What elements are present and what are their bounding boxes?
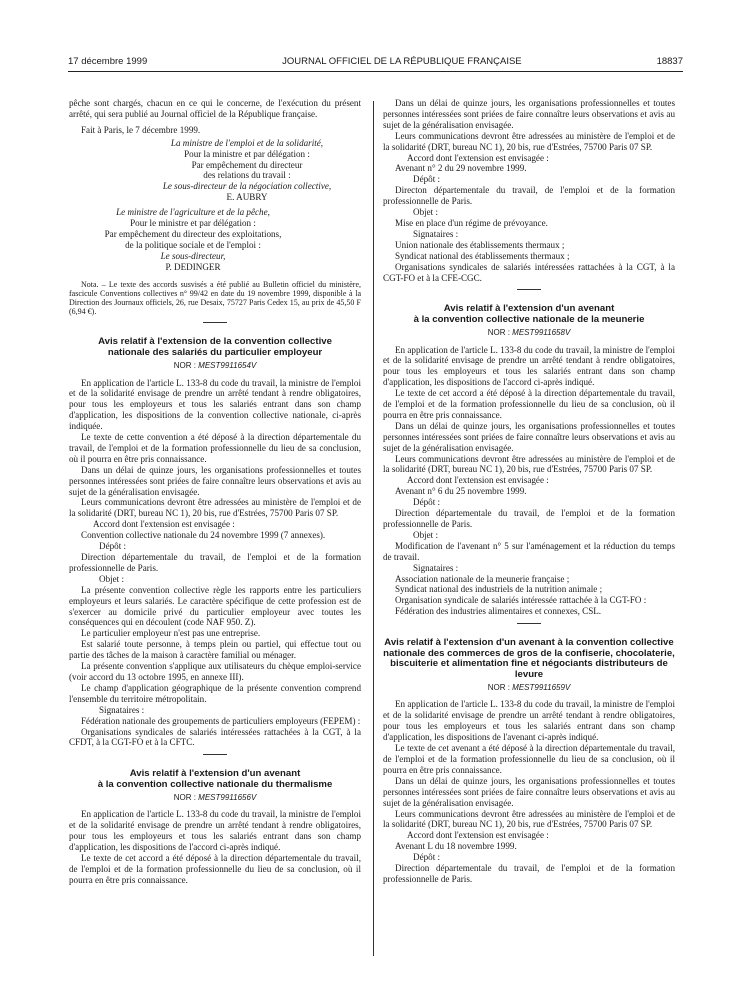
section-divider: [203, 322, 227, 323]
notice-title-confiserie: Avis relatif à l'extension d'un avenant à la convention collective nationale des commerces de gros de la confiserie, chocolaterie, biscuiterie et alimentation fine et négociants distributeurs de levure: [383, 637, 675, 680]
nor-code: MEST9911658V: [512, 327, 571, 337]
section-divider: [517, 623, 541, 624]
nor-code: MEST9911654V: [198, 360, 257, 370]
fait-a-paris: Fait à Paris, le 7 décembre 1999.: [81, 124, 201, 135]
cont-objet-label: Objet :: [413, 207, 439, 218]
right-column: [383, 98, 675, 885]
notice1-depot: Direction départementale du travail, de l'emploi et de la formation professionnelle de Paris.: [69, 552, 361, 573]
sig2-line1: Pour le ministre et par délégation :: [130, 218, 256, 229]
notice2-p1: En application de l'article L. 133-8 du code du travail, la ministre de l'emploi et de la solidarité envisage de prendre un arrêté tendant à rendre obligatoires, pour tous les employeurs et tous les salariés entrant dans son champ d'application, les dispositions de l'accord ci-après indiqué.: [69, 809, 361, 853]
notice4-p4: Leurs communications devront être adressées au ministère de l'emploi et de la solidarité (DRT, bureau NC 1), 20 bis, rue d'Estrées, 75700 Paris 07 SP.: [383, 808, 675, 830]
notice3-title-line2: à la convention collective nationale de la meunerie: [413, 314, 645, 325]
sig1-role: La ministre de l'emploi et de la solidarité,: [170, 137, 324, 148]
notice1-p3: Dans un délai de quinze jours, les organisations professionnelles et toutes personnes intéressées sont priées de faire connaître leurs observations et avis au sujet de la généralisation envisagée.: [69, 464, 361, 497]
notice3-signataire2: Syndicat national des industriels de la nutrition animale ;: [395, 584, 603, 595]
notice1-depot-label: Dépôt :: [99, 541, 127, 552]
notice3-title-line1: Avis relatif à l'extension d'un avenant: [443, 303, 615, 315]
notice4-depot-label: Dépôt :: [413, 852, 441, 863]
section-divider: [517, 289, 541, 290]
header-rule: [68, 71, 683, 72]
section-divider: [203, 754, 227, 755]
nor-reference: NOR : MEST9911656V: [173, 792, 257, 802]
cont-accord-label: Accord dont l'extension est envisagée :: [407, 152, 549, 163]
sig2-title: Le sous-directeur,: [160, 250, 226, 261]
notice1-p4: Leurs communications devront être adressées au ministère de l'emploi et de la solidarité (DRT, bureau NC 1), 20 bis, rue d'Estrées, 75700 Paris 07 SP.: [69, 497, 361, 519]
notice1-signataire2: Organisations syndicales de salariés intéressées rattachées à la CGT, à la CFDT, à la CGT-FO et à la CFTC.: [69, 726, 361, 748]
notice-title-meunerie: [383, 304, 675, 325]
left-column: [69, 98, 361, 886]
cont-objet: Mise en place d'un régime de prévoyance.: [395, 217, 548, 228]
notice1-objet2: Le particulier employeur n'est pas une entreprise.: [81, 628, 261, 639]
sig2-line3: de la politique sociale et de l'emploi :: [125, 239, 261, 250]
cont-depot: Directon départementale du travail, de l'emploi et de la formation professionnelle de Paris.: [383, 185, 675, 207]
notice1-objet1: La présente convention collective règle les rapports entre les particuliers employeurs et leurs salariés. Le caractère spécifique de cette profession est de s'exercer au domicile privé du particulier employeur avec toutes les conséquences qui en découlent (code NAF 950. Z).: [69, 584, 361, 628]
notice-title-particulier-employeur: [69, 337, 361, 358]
notice3-signataires-label: Signataires :: [413, 562, 459, 573]
sig1-title: Le sous-directeur de la négociation collective,: [162, 181, 332, 192]
notice3-objet-label: Objet :: [413, 529, 439, 540]
notice4-accord: Avenant L du 18 novembre 1999.: [395, 841, 517, 852]
notice1-signataires-label: Signataires :: [99, 704, 145, 715]
nor-reference: NOR : MEST9911654V: [173, 360, 257, 370]
notice3-p3: Dans un délai de quinze jours, les organisations professionnelles et toutes personnes intéressées sont priées de faire connaître leurs observations et avis au sujet de la généralisation envisagée.: [383, 420, 675, 453]
notice4-accord-label: Accord dont l'extension est envisagée :: [407, 830, 549, 841]
notice1-title-line1: Avis relatif à l'extension de la convention collective: [98, 336, 332, 348]
notice3-accord-label: Accord dont l'extension est envisagée :: [407, 475, 549, 486]
notice2-title-line1: Avis relatif à l'extension d'un avenant: [129, 768, 301, 780]
notice1-accord: Convention collective nationale du 24 novembre 1999 (7 annexes).: [81, 530, 326, 541]
notice3-accord: Avenant n° 6 du 25 novembre 1999.: [395, 486, 527, 497]
signature-block-emploi: [133, 138, 361, 203]
nota-note: Nota. – Le texte des accords susvisés a été publié au Bulletin officiel du ministère, fascicule Conventions collectives n° 99/42 en date du 19 novembre 1999, disponible à la Direction des Journaux officiels, 26, rue Desaix, 75727 Paris Cedex 15, au prix de 45,50 F (6,94 €).: [69, 279, 361, 317]
intro-paragraph: pêche sont chargés, chacun en ce qui le concerne, de l'exécution du présent arrêté, qui sera publié au Journal officiel de la République française.: [69, 98, 361, 119]
column-divider: [373, 101, 374, 956]
page-header: [68, 54, 683, 68]
cont-signataire1: Union nationale des établissements thermaux ;: [395, 239, 565, 250]
notice4-p1: En application de l'article L. 133-8 du code du travail, la ministre de l'emploi et de la solidarité envisage de prendre un arrêté tendant à rendre obligatoires, pour tous les employeurs et tous les salariés entrant dans son champ d'application, les dispositions de l'avenant ci-après indiqué.: [383, 699, 675, 743]
notice2-p2: Le texte de cet accord a été déposé à la direction départementale du travail, de l'emploi et de la formation professionnelle du lieu de sa conclusion, où il pourra en être pris connaissance.: [69, 853, 361, 885]
notice2-title-line2: à la convention collective nationale du thermalisme: [97, 778, 333, 790]
notice3-depot-label: Dépôt :: [413, 497, 441, 508]
sig1-line3: des relations du travail :: [203, 170, 291, 181]
notice3-signataire1: Association nationale de la meunerie française ;: [395, 573, 570, 584]
notice1-p1: En application de l'article L. 133-8 du code du travail, la ministre de l'emploi et de la solidarité envisage de prendre un arrêté tendant à rendre obligatoires, pour tous les employeurs et tous les salariés entrant dans son champ d'application, les dispositions de la convention collective nationale, ci-après indiquée.: [69, 377, 361, 432]
notice3-depot: Direction départementale du travail, de l'emploi et de la formation professionnelle de Paris.: [383, 508, 675, 529]
notice1-objet3: Est salarié toute personne, à temps plein ou partiel, qui effectue tout ou partie des tâches de la maison à caractère familial ou ménager.: [69, 639, 361, 661]
notice1-objet5: Le champ d'application géographique de la présente convention comprend l'ensemble du territoire métropolitain.: [69, 682, 361, 704]
notice3-signataire3: Organisation syndicale de salariés intéressée rattachée à la CGT-FO :: [395, 595, 647, 606]
notice1-p2: Le texte de cette convention a été déposé à la direction départementale du travail, de l'emploi et de la formation professionnelle du lieu de sa conclusion, où il pourra en être pris connaissance.: [69, 432, 361, 464]
sig2-role: Le ministre de l'agriculture et de la pêche,: [116, 207, 270, 218]
signature-block-agriculture: [69, 207, 317, 272]
header-date: 17 décembre 1999: [68, 55, 148, 67]
nor-code: MEST9911656V: [198, 792, 257, 802]
notice3-objet: Modification de l'avenant n° 5 sur l'aménagement et la réduction du temps de travail.: [383, 540, 675, 562]
notice1-objet4: La présente convention s'applique aux utilisateurs du chèque emploi-service (voir accord du 13 octobre 1995, en annexe III).: [69, 661, 361, 682]
nor-reference: NOR : MEST9911659V: [487, 682, 571, 692]
notice4-p2: Le texte de cet avenant a été déposé à la direction départementale du travail, de l'emploi et de la formation professionnelle du lieu de sa conclusion, où il pourra en être pris connaissance.: [383, 743, 675, 775]
sig2-line2: Par empêchement du directeur des exploitations,: [104, 228, 282, 239]
notice4-depot: Direction départementale du travail, de l'emploi et de la formation professionnelle de Paris.: [383, 863, 675, 884]
cont-signataire3: Organisations syndicales de salariés intéressées rattachées à la CGT, à la CGT-FO et à la CFE-CGC.: [383, 261, 675, 283]
cont-signataires-label: Signataires :: [413, 228, 459, 239]
notice1-objet-label: Objet :: [99, 573, 125, 584]
nor-code: MEST9911659V: [512, 682, 571, 692]
cont-signataire2: Syndicat national des établissements thermaux ;: [395, 250, 570, 261]
notice1-accord-label: Accord dont l'extension est envisagée :: [93, 519, 235, 530]
sig2-name: P. DEDINGER: [165, 261, 221, 272]
cont-accord: Avenant n° 2 du 29 novembre 1999.: [395, 163, 527, 174]
notice3-signataire4: Fédération des industries alimentaires et connexes, CSL.: [395, 606, 602, 617]
notice4-p3: Dans un délai de quinze jours, les organisations professionnelles et toutes personnes intéressées sont priées de faire connaître leurs observations et avis au sujet de la généralisation envisagée.: [383, 775, 675, 808]
notice1-title-line2: nationale des salariés du particulier employeur: [107, 347, 323, 358]
notice-title-thermalisme: [69, 769, 361, 790]
notice1-signataire1: Fédération nationale des groupements de particuliers employeurs (FEPEM) :: [81, 715, 361, 726]
cont-p2: Leurs communications devront être adressées au ministère de l'emploi et de la solidarité (DRT, bureau NC 1), 20 bis, rue d'Estrées, 75700 Paris 07 SP.: [383, 130, 675, 152]
cont-p1: Dans un délai de quinze jours, les organisations professionnelles et toutes personnes intéressées sont priées de faire connaître leurs observations et avis au sujet de la généralisation envisagée.: [383, 98, 675, 130]
notice3-p2: Le texte de cet accord a été déposé à la direction départementale du travail, de l'emploi et de la formation professionnelle du lieu de sa conclusion, où il pourra en être pris connaissance.: [383, 388, 675, 420]
cont-depot-label: Dépôt :: [413, 174, 441, 185]
notice3-p1: En application de l'article L. 133-8 du code du travail, la ministre de l'emploi et de la solidarité envisage de prendre un arrêté tendant à rendre obligatoires, pour tous les employeurs et tous les salariés entrant dans son champ d'application, les dispositions de l'accord ci-après indiqué.: [383, 344, 675, 388]
header-journal-title: JOURNAL OFFICIEL DE LA RÉPUBLIQUE FRANÇAISE: [282, 55, 522, 67]
nor-reference: NOR : MEST9911658V: [487, 327, 571, 337]
sig1-line2: Par empêchement du directeur: [191, 159, 303, 170]
header-page-number: 18837: [656, 55, 683, 67]
sig1-line1: Pour la ministre et par délégation :: [184, 148, 310, 159]
notice3-p4: Leurs communications devront être adressées au ministère de l'emploi et de la solidarité (DRT, bureau NC 1), 20 bis, rue d'Estrées, 75700 Paris 07 SP.: [383, 453, 675, 475]
sig1-name: E. AUBRY: [226, 192, 268, 203]
